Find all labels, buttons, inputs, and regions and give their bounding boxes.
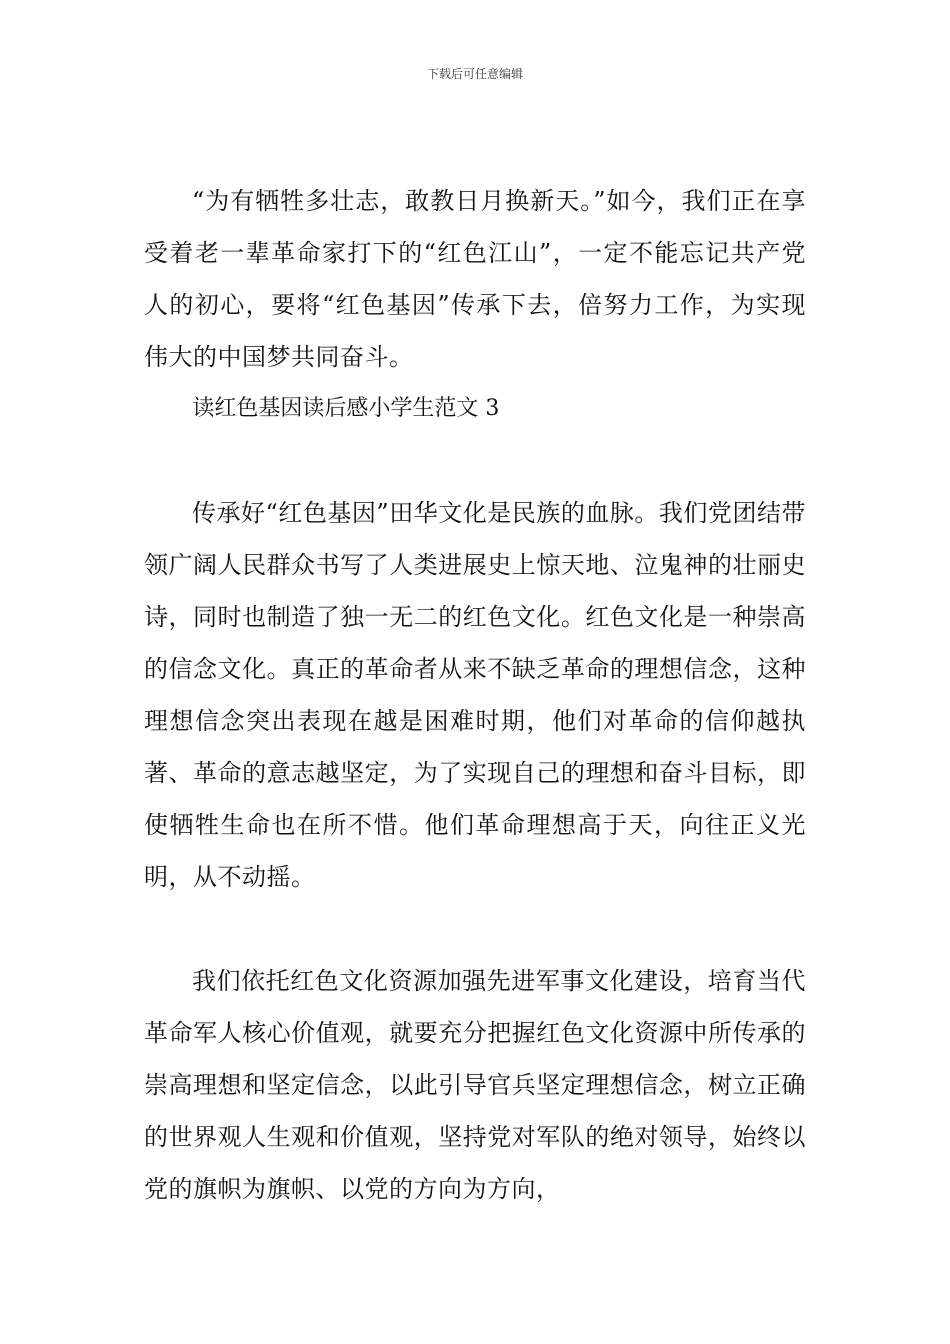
document-body <box>144 175 806 1215</box>
paragraph-1: “为有牺牲多壮志，敢教日月换新天。”如今，我们正在享受着老一辈革命家打下的“红色江山”，一定不能忘记共产党人的初心，要将“红色基因”传承下去，倍努力工作，为实现伟大的中国梦共同奋斗。 <box>144 187 806 371</box>
paragraph-3: 我们依托红色文化资源加强先进军事文化建设，培育当代革命军人核心价值观，就要充分把握红色文化资源中所传承的崇高理想和坚定信念，以此引导官兵坚定理想信念，树立正确的世界观人生观和价值观，坚持党对军队的绝对领导，始终以党的旗帜为旗帜、以党的方向为方向， <box>144 967 806 1203</box>
section-heading: 读红色基因读后感小学生范文 3 <box>192 396 500 421</box>
page-header-note: 下载后可任意编辑 <box>426 67 523 81</box>
paragraph-2: 传承好“红色基因”田华文化是民族的血脉。我们党团结带领广阔人民群众书写了人类进展史上惊天地、泣鬼神的壮丽史诗，同时也制造了独一无二的红色文化。红色文化是一种崇高的信念文化。真正的革命者从来不缺乏革命的理想信念，这种理想信念突出表现在越是困难时期，他们对革命的信仰越执著、革命的意志越坚定，为了实现自己的理想和奋斗目标，即使牺牲生命也在所不惜。他们革命理想高于天，向往正义光明，从不动摇。 <box>144 499 806 891</box>
